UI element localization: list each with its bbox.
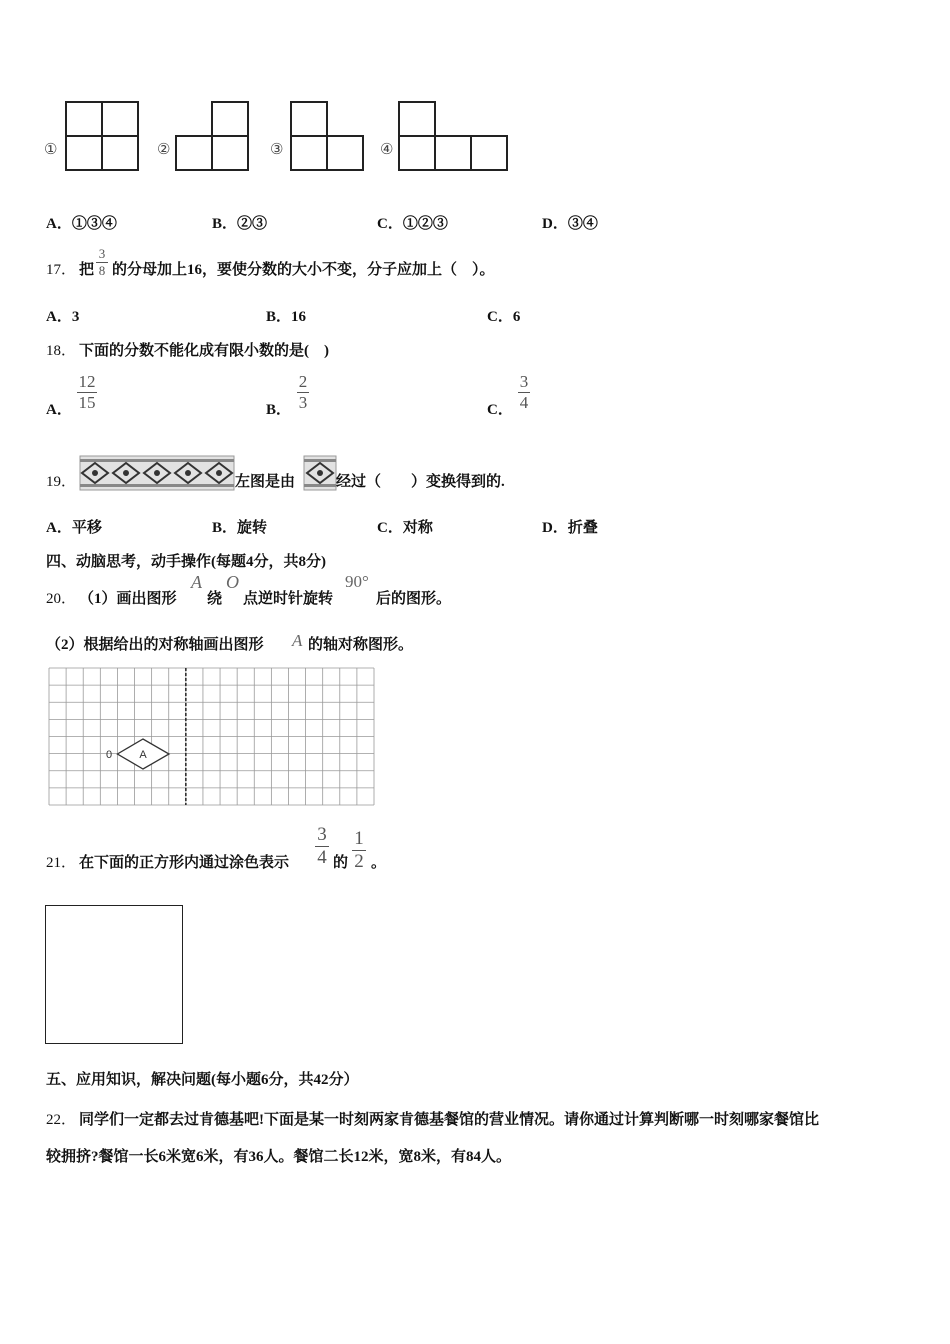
- q22-line-2: 较拥挤?餐馆一长6米宽6米，有36人。餐馆二长12米，宽8米，有84人。: [46, 1149, 512, 1165]
- q21-text-c: 。: [371, 855, 387, 871]
- q17-number: 17．: [46, 262, 77, 278]
- q20-symbol-a: A: [191, 572, 202, 592]
- q20-part2-symbol-a: A: [292, 631, 303, 650]
- pattern-unit-image: [304, 456, 336, 490]
- q20-part1-b: 绕: [207, 591, 223, 607]
- q17-fraction: 3 8: [96, 246, 108, 279]
- q17-option-c[interactable]: C．6: [487, 309, 521, 325]
- q18-option-a-fraction: 12 15: [78, 372, 96, 412]
- q20-part2-b: 的轴对称图形。: [308, 637, 414, 653]
- figure-label-4: ④: [380, 142, 394, 158]
- q21-text-b: 的: [333, 855, 349, 871]
- q20-part1-c: 点逆时针旋转: [243, 591, 334, 607]
- pattern-strip-image: [80, 456, 234, 490]
- q17-option-b[interactable]: B．16: [266, 309, 307, 325]
- q21-text-a: 在下面的正方形内通过涂色表示: [79, 855, 290, 871]
- q19-option-c[interactable]: C．对称: [377, 520, 433, 536]
- q21-fraction-1: 3 4: [315, 824, 329, 869]
- q16-option-d[interactable]: D．③④: [542, 216, 598, 232]
- q17-text-a: 把: [79, 262, 95, 278]
- q22-line-1: 同学们一定都去过肯德基吧!下面是某一时刻两家肯德基餐馆的营业情况。请你通过计算判断哪一时刻哪家餐馆比: [79, 1112, 820, 1128]
- q20-part1-d: 后的图形。: [376, 591, 452, 607]
- shape-a-label: A: [139, 749, 147, 761]
- section-5-title: 五、应用知识，解决问题(每小题6分，共42分）: [46, 1072, 359, 1088]
- q19-option-a[interactable]: A．平移: [46, 520, 102, 536]
- q21-square[interactable]: [45, 905, 183, 1044]
- q19-text-b: 经过（ ）变换得到的.: [336, 474, 505, 490]
- q18-option-b[interactable]: B．: [266, 402, 292, 418]
- q20-shape-layer: [49, 668, 375, 806]
- q16-option-b[interactable]: B．②③: [212, 216, 268, 232]
- figure-4: [399, 102, 509, 172]
- q18-option-b-fraction: 2 3: [298, 372, 308, 412]
- q19-text-a: 左图是由: [235, 474, 296, 490]
- q18-option-c[interactable]: C．: [487, 402, 513, 418]
- q20-number: 20．: [46, 591, 77, 607]
- q20-angle: 90°: [345, 572, 369, 591]
- section-4-title: 四、动脑思考，动手操作(每题4分，共8分): [46, 554, 326, 570]
- q17-option-a[interactable]: A．3: [46, 309, 80, 325]
- figure-1: [66, 102, 140, 172]
- q18-option-c-fraction: 3 4: [519, 372, 529, 412]
- q21-number: 21．: [46, 855, 77, 871]
- figure-2: [176, 102, 250, 172]
- figure-3: [291, 102, 365, 172]
- q18-number: 18．: [46, 343, 77, 359]
- point-o-label: 0: [105, 749, 113, 761]
- q22-number: 22．: [46, 1112, 77, 1128]
- q19-number: 19．: [46, 474, 77, 490]
- q16-option-c[interactable]: C．①②③: [377, 216, 448, 232]
- q20-part1-a: （1）画出图形: [79, 591, 177, 607]
- q16-option-a[interactable]: A．①③④: [46, 216, 117, 232]
- figure-label-1: ①: [44, 142, 58, 158]
- q17-text-b: 的分母加上16，要使分数的大小不变，分子应加上（ ）。: [112, 262, 495, 278]
- figure-label-2: ②: [157, 142, 171, 158]
- q19-option-d[interactable]: D．折叠: [542, 520, 598, 536]
- figure-label-3: ③: [270, 142, 284, 158]
- q21-fraction-2: 1 2: [352, 828, 366, 873]
- q19-option-b[interactable]: B．旋转: [212, 520, 268, 536]
- q18-option-a[interactable]: A．: [46, 402, 72, 418]
- q20-symbol-o: O: [226, 572, 239, 592]
- q18-text: 下面的分数不能化成有限小数的是( ): [79, 343, 329, 359]
- q20-part2-a: （2）根据给出的对称轴画出图形: [46, 637, 264, 653]
